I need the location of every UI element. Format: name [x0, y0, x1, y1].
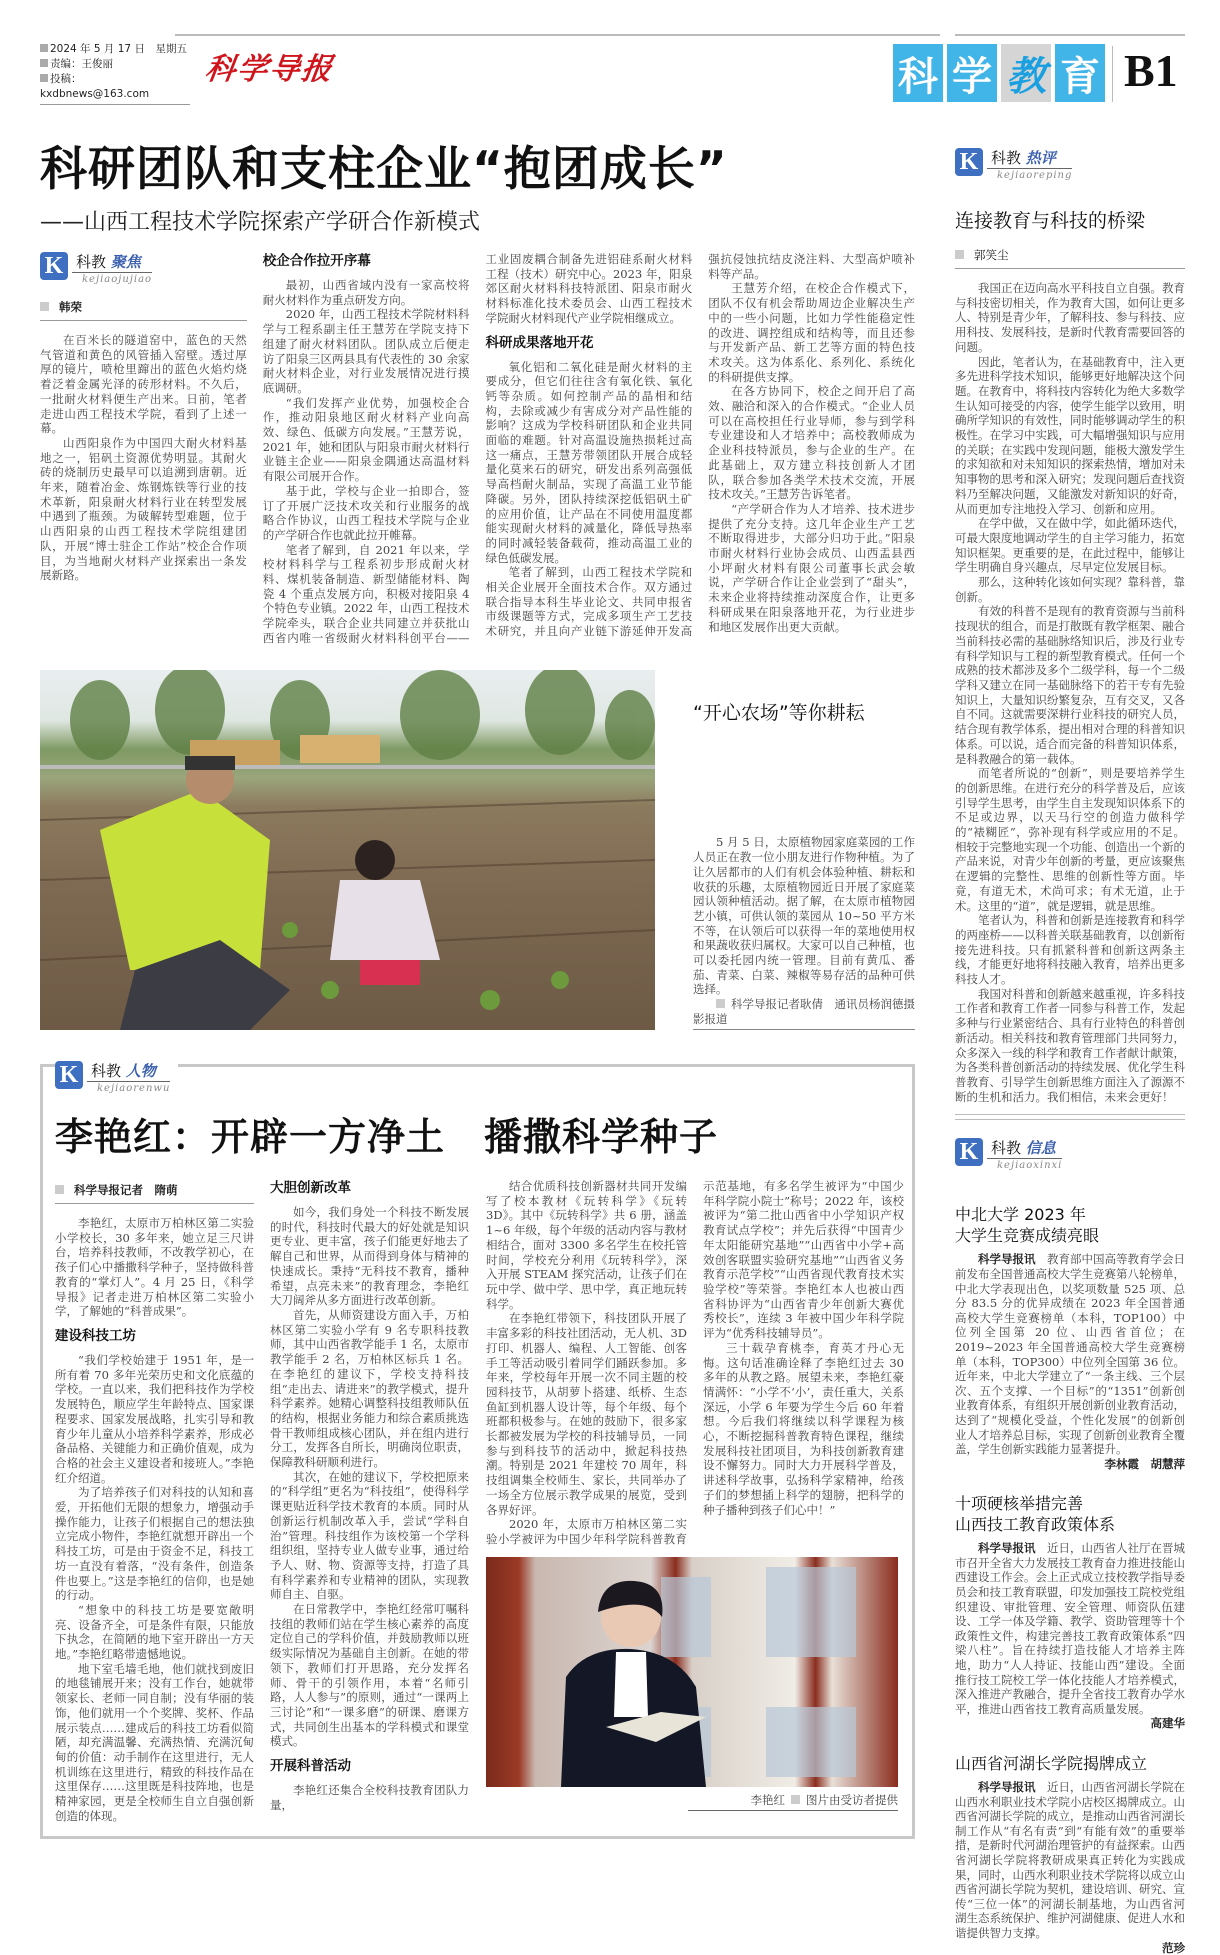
paragraph: 我国对科普和创新越来越重视，许多科技工作者和教育工作者一同参与科普工作，发起多种与行业紧密结合、具有行业特色的科普创新活动。相关科技和教育管理部门共同努力，众多深入一线的科学和教育工作者献计献策，为各类科普创新活动的持续发展、优化学生科普教育、引导学生创新思维方面注入了源源不断的生机和活力。我们相信，未来会更好！ — [955, 986, 1185, 1104]
brief-title: 山西省河湖长学院揭牌成立 — [955, 1754, 1148, 1773]
section-masthead — [893, 44, 1105, 102]
byline — [40, 296, 247, 321]
column-pinyin: kejiaoxinxi — [997, 1160, 1063, 1172]
column-label-b: 人物 — [125, 1062, 156, 1081]
paragraph: 在李艳红带领下，科技团队开展了丰富多彩的科技社团活动，无人机、3D 打印、机器人、编程、人工智能、创客手工等活动吸引着同学们踊跃参加。多年来，学校每年开展一次不同主题的校园科技节，从胡萝卜搭建、纸桥、生态鱼缸到机器人设计等，每个年级、每个班都积极参与。在她的鼓励下，很多家长都被发展为学校的科技辅导员，一同参与到科技节的活动中，掀起科技热潮。特别是 2021 年建校 70 周年，科技组调集全校师生、家长，共同举办了一场全方位展示教学成果的展览，受到各界好评。 — [486, 1311, 687, 1517]
lead-subhead: ——山西工程技术学院探索产学研合作新模式 — [40, 210, 481, 235]
paragraph: 三十载孕育桃李，育英才丹心无悔。这句话准确诠释了李艳红过去 30 多年的从教之路。展望未来，李艳红豪情满怀：“小学不‘小’，责任重大，关系深远，小学 6 年要为学生今后 60 年着想。今后我们将继续以科学课程为核心，不断挖掘科普教育特色课程，继续发展科技社团项目，为科技创新教育建设不懈努力。同时大力开展科学普及，讲述科学故事，弘扬科学家精神，给孩子们的梦想插上科学的翅膀，把科学的种子播种到孩子们心中！” — [703, 1340, 904, 1517]
column-label-b: 信息 — [1025, 1139, 1056, 1158]
commentary — [955, 148, 1185, 1104]
masthead-divider — [1112, 46, 1113, 102]
paragraph: 李艳红，太原市万柏林区第二实验小学校长，30 多年来，她立足三尺讲台，培养科技教师，不改教学初心，在孩子们心中播撒科学种子，坚持做科普教育的“掌灯人”。4 月 25 日，《科学导报》记者走进万柏林区第二实验小学，了解她的“科普成果”。 — [55, 1216, 254, 1319]
profile-box — [40, 1061, 915, 1839]
right-column — [955, 140, 1185, 1955]
masthead-char: 学 — [947, 44, 997, 102]
paragraph: 结合优质科技创新器材共同开发编写了校本教材《玩转科学》《玩转 3D》。其中《玩转科学》共 6 册，涵盖 1~6 年级，每个年级的活动内容与教材相结合，面对 3300 多名学生在校托管时间，学校充分利用《玩转科学》，深入开展 STEAM 探究活动，让孩子们在玩中学、做中学、思中学，真正地玩转科学。 — [486, 1179, 687, 1311]
paragraph: 而笔者所说的“创新”，则是要培养学生的创新思维。在进行充分的科学普及后，应该引导学生思考，由学生自主发现知识体系下的不足或边界，以天马行空的创造力做科学的“裱糊匠”，弥补现有科学或应用的不足。相较于完整地实现一个功能、创造出一个新的产品来说，对青少年创新的考量，更应该聚焦在逻辑的完整性、思维的创新性等方面。毕竟，有道无术，术尚可求；有术无道，止于术。这里的“道”，就是逻辑，就是思维。 — [955, 766, 1185, 913]
column-pinyin: kejiaoreping — [997, 170, 1073, 181]
divider — [955, 1114, 1185, 1115]
issue-date: 2024 年 5 月 17 日 星期五 — [50, 43, 187, 55]
brief-source: 科学导报讯 — [978, 1780, 1036, 1794]
column-label-a: 科教 — [91, 1062, 122, 1081]
byline — [955, 244, 1185, 269]
brief-text: 近日，山西省河湖长学院在山西水利职业技术学院小店校区揭牌成立。山西省河湖长学院的成立，是推动山西省河湖长制工作从“有名有责”到“有能有效”的重要举措，是新时代河湖治理管护的有益探索。山西省河湖长学院将教研成果真正转化为实践成果，同时，山西水利职业技术学院将以成立山西省河湖长学院为契机，建设培训、研究、宣传“三位一体”的河湖长制基地，为山西省河湖生态系统保护、维护河湖健康、促进人水和谐提供智力支撑。 — [955, 1780, 1185, 1940]
paragraph: 笔者了解到，山西工程技术学院和相关企业展开全面技术合作。双方通过联合指导本科生毕业论文、共同申报省市级课题等方式，完成多项生产工艺技术研究，并且向产业链下游延伸开发高强抗侵蚀抗结皮浇注料、大型高炉喷补料等产品。 — [485, 252, 915, 639]
paragraph: 山西阳泉作为中国四大耐火材料基地之一，铝矾土资源优势明显。其耐火砖的烧制历史最早可以追溯到唐朝。近年来，随着冶金、炼钢炼铁等行业的技术革新，阳泉耐火材料行业在转型发展中遇到了瓶颈。为破解转型难题，位于山西阳泉的山西工程技术学院组建团队，开展“博士驻企工作站”校企合作项目，为当地耐火材料产业探索出一条发展新路。 — [40, 435, 247, 583]
paragraph: 首先，从师资建设方面入手，万柏林区第二实验小学有 9 名专职科技教师，其中山西省教学能手 1 名，太原市教学能手 2 名，万柏林区标兵 1 名。在李艳红的建议下，学校支持科技组“走出去、请进来”的教学模式，提升科学素养。她精心调整科技组教师队伍的结构，根据业务能力和综合素质挑选骨干教师组成核心团队，并在组内进行分工，发挥各自所长，明确岗位职责，保障教科研顺利进行。 — [270, 1308, 469, 1470]
paragraph: 其次，在她的建议下，学校把原来的“科学组”更名为“科技组”，使得科学课更贴近科学技术教育的本质。同时从创新运行机制改革入手，尝试“学科自治”管理。科技组作为该校第一个学科组织组，坚持专业人做专业事，通过给予人、财、物、资源等支持，打造了具有科学素养和专业精神的团队，实现教师自主、自驱。 — [270, 1469, 469, 1602]
k-logo-icon: K — [955, 1138, 983, 1166]
credit-text: 科学导报记者耿倩 通讯员杨润德摄影报道 — [693, 997, 915, 1026]
profile-body — [55, 1179, 904, 1823]
brief-source: 科学导报讯 — [978, 1252, 1036, 1267]
paragraph: “产学研合作为人才培养、技术进步提供了充分支持。这几年企业生产工艺不断取得进步，大部分归功于此。”阳泉市耐火材料行业协会成员、山西盂县西小坪耐火材料有限公司董事长武会敏说，产学研合作让企业尝到了“甜头”，未来企业将持续推动深度合作，让更多科研成果在阳泉落地开花，为行业进步和地区发展作出更大贡献。 — [708, 501, 915, 634]
author: 郭笑尘 — [974, 248, 1009, 262]
lead-article-body — [40, 252, 915, 646]
brief-item — [955, 1182, 1185, 1471]
brief-text: 教育部中国高等教育学会日前发布全国普通高校大学生竞赛第八轮榜单，中北大学表现出色，以奖项数量 525 项、总分 83.5 分的优异成绩在 2023 年全国普通高校大学生竞赛榜单（本科，TOP100）中位列全国第 20 位、山西省首位；在 2019~2023 年全国普通高校大学生竞赛榜单（本科，TOP300）中位列全国第 36 位。近年来，中北大学建立了“一条主线、三个层次、五个支撑、一个目标”的“1351”创新创业教育体系，有组织开展创新创业教育活动，达到了“规模化受益，个性化发展”的创新创业人才培养总目标，实现了创新创业教育全覆盖，学生创新实践能力显著提升。 — [955, 1252, 1185, 1457]
profile-body-b — [486, 1179, 904, 1547]
section-heading: 开展科普活动 — [270, 1758, 351, 1775]
paragraph-list — [955, 281, 1185, 1104]
paragraph: 在日常教学中，李艳红经常叮嘱科技组的教师们站在学生核心素养的高度定位自己的学科价值，并鼓励教师以班级实际情况为基础自主创新。在她的带领下，教师们打开思路，充分发挥名师、骨干的引领作用，本着“名师引路，人人参与”的原则，通过“一课两上三讨论”和“一课多磨”的研课、磨课方式，共同创生出基本的学科模式和课堂模式。 — [270, 1602, 469, 1749]
issue-meta — [40, 42, 190, 105]
lead-headline: 科研团队和支柱企业“抱团成长” — [40, 142, 728, 197]
brief-text: 近日，山西省人社厅在晋城市召开全省大力发展技工教育奋力推进技能山西建设工作会。会上正式成立技校教学指导委员会和技工教育联盟，印发加强技工院校党组织建设、审批管理、安全管理、师资队伍建设、工学一体及学籍、教学、资助管理等十个政策性文件，构建完善技工教育政策体系“四梁八柱”。旨在持续打造技能人才培养主阵地，助力“人人持证、技能山西”建设。全面推行技工院校工学一体化技能人才培养模式，深入推进产教融合，提升全省技工教育办学水平，推进山西省技工教育高质量发展。 — [955, 1541, 1185, 1716]
profile-right-part — [486, 1179, 904, 1811]
paragraph: 在学中做，又在做中学，如此循环迭代，可最大限度地调动学生的自主学习能力，拓宽知识框架。更重要的是，在此过程中，能够让学生明确自身兴趣点，尽早定位发展目标。 — [955, 516, 1185, 575]
paragraph: 有效的科普不是现有的教育资源与当前科技现状的组合，而是打散既有教学框架、融合当前科技必需的基础脉络知识后，涉及行业专有科学知识与工程的新型教育模式。任何一个成熟的技术都涉及多个二级学科，每一个二级学科又建立在同一基础脉络下的若干专有先验知识上，大量知识纷繁复杂，互有交叉，又各自不同。这就需要深耕行业科技的研究人员，结合现有教学体系，提出相对合理的科普知识体系。可以说，适合而完备的科普知识体系，是科教融合的第一载体。 — [955, 604, 1185, 766]
column-label-a: 科教 — [76, 253, 107, 271]
section-heading: 大胆创新改革 — [270, 1180, 351, 1197]
paragraph: 在百米长的隧道窑中，蓝色的天然气管道和黄色的风管插入窑壁。透过厚厚的镜片，喷枪里蹿出的蓝色火焰灼烧着泛着金属光泽的砖形材料。不久后，一批耐火材料便生产出来。日前，笔者走进山西工程技术学院，看到了上述一幕。 — [40, 333, 247, 436]
paragraph: 基于此，学校与企业一拍即合，签订了开展广泛技术攻关和行业服务的战略合作协议，山西工程技术学院与企业的产学研合作也就此拉开帷幕。 — [262, 483, 470, 542]
portrait-illustration — [486, 1557, 898, 1787]
brief-body — [955, 1541, 1185, 1731]
column-label — [955, 148, 1185, 192]
paragraph: 地下室毛墙毛地，他们就找到废旧的地毯铺展开来；没有工作台，她就带领家长、老师一同自制；没有华丽的装饰，他们就用一个个奖牌、奖杯、作品展示装点……建成后的科技工坊看似简陋，却充满温馨、充满热情、充满沉甸甸的价值：动手制作在这里进行，无人机训练在这里进行，精致的科技作品在这里保存……这里既是科技阵地，也是精神家园，更是全校师生自立自强创新创造的体现。 — [55, 1661, 254, 1823]
paragraph: 2020 年，太原市万柏林区第二实验小学被评为中国少年科学院科普教育示范基地，有多名学生被评为“中国少年科学院小院士”称号；2022 年，该校被评为“第二批山西省中小学知识产权教育试点学校”；并先后获得“中国青少年太阳能研究基地”“山西省中小学+高效创客联盟实验研究基地”“山西省义务教育示范学校”“山西省现代教育技术实验学校”等荣誉。李艳红本人也被山西省科协评为“山西省青少年创新大赛优秀校长”，连续 3 年被中国少年科学院评为“优秀科技辅导员”。 — [486, 1179, 904, 1546]
right-top-rule — [955, 34, 1185, 36]
byline — [55, 1179, 254, 1204]
brief-title: 中北大学 2023 年 大学生竞赛成绩亮眼 — [955, 1205, 1100, 1246]
paragraph: “想象中的科技工坊是要宽敞明亮、设备齐全，可是条件有限，只能放下执念，在简陋的地下室开辟出一方天地。”李艳红略带遗憾地说。 — [55, 1602, 254, 1662]
brief-item — [955, 1731, 1185, 1955]
brief-title: 十项硬核举措完善 山西技工教育政策体系 — [955, 1494, 1116, 1535]
left-area — [40, 140, 915, 1839]
paragraph: 那么，这种转化该如何实现？靠科普，靠创新。 — [955, 575, 1185, 604]
author: 科学导报记者 隋萌 — [74, 1183, 178, 1198]
commentary-title: 连接教育与科技的桥梁 — [955, 210, 1146, 232]
brief-author: 高建华 — [1150, 1716, 1185, 1731]
paragraph: 笔者了解到，自 2021 年以来，学校材料科学与工程系初步形成耐火材料、煤机装备制造、新型储能材料、陶瓷 4 个重点发展方向，积极对接阳泉 4 个特色专业镇。2022 年，山西工程技术学院牵头，联合企业共同建立并获批山西省内唯一省级耐火材料科创平台——工业固废耦合制备先进铝硅系耐火材料工程（技术）研究中心。2023 年，阳泉郊区耐火材料科技特派团、阳泉市耐火材料标准化技术委员会、山西工程技术学院耐火材料现代产业学院相继成立。 — [262, 252, 693, 645]
paragraph: “我们学校始建于 1951 年，是一所有着 70 多年光荣历史和文化底蕴的学校。一直以来，我们把科技作为学校发展特色，顺应学生年龄特点、国家课程要求、国家发展战略，扎实引导和教育少年儿童从小培养科学素养，形成必备品格、关键能力和正确价值观，成为合格的社会主义建设者和接班人。”李艳红介绍道。 — [55, 1353, 254, 1485]
brief-author: 范珍 — [1162, 1940, 1185, 1955]
column-label-b: 热评 — [1025, 149, 1056, 167]
column-label — [55, 1061, 178, 1105]
caption-name: 李艳红 — [750, 1792, 785, 1807]
paragraph: 因此，笔者认为，在基础教育中，注入更多先进科学技术知识，能够更好地解决这个问题。在教育中，将科技内容转化为绝大多数学生认知可接受的内容，使学生能学以致用，明确所学知识的有效性，同时能够调动学生的积极性。在学习中实践，可大幅增强知识与应用的关联；在实践中发现问题，能极大激发学生的求知欲和对未知知识的探索热情，增加对未知事物的思考和深入研究；发现问题后查找资料乃至解决问题，又能激发对新知识的好奇，从而更加专注地投入学习、创新和应用。 — [955, 354, 1185, 516]
newspaper-logo: 科学导报 — [203, 52, 336, 87]
paragraph-list — [486, 1179, 904, 1547]
page-body — [40, 140, 1185, 1955]
paragraph-list — [55, 1179, 469, 1823]
issue-editor: 责编：王俊丽 — [50, 58, 113, 70]
section-heading: 校企合作拉开序幕 — [262, 253, 371, 269]
photo-feature-caption — [693, 835, 915, 1029]
column-label — [955, 1138, 1185, 1182]
k-logo-icon: K — [955, 148, 983, 176]
photo-feature — [40, 670, 915, 1030]
header-rule — [175, 34, 940, 36]
submission-email[interactable]: 投稿：kxdbnews@163.com — [40, 73, 150, 100]
farm-photo-illustration — [40, 670, 655, 1030]
paragraph: 王慧芳介绍，在校企合作模式下，团队不仅有机会帮助周边企业解决生产中的一些小问题，比如力学性能稳定性的改进、调控组成和结构等，而且还参与开发新产品、新工艺等方面的特色技术攻关。这为体系化、系列化、系统化的科研提供支撑。 — [708, 281, 915, 384]
author: 韩荣 — [59, 300, 82, 314]
photo-credit — [693, 997, 915, 1029]
column-label — [40, 252, 247, 296]
paragraph: 最初，山西省域内没有一家高校将耐火材料作为重点研发方向。 — [262, 278, 470, 307]
k-logo-icon: K — [55, 1061, 83, 1089]
brief-item — [955, 1471, 1185, 1731]
paragraph: 氧化铝和二氧化硅是耐火材料的主要成分，但它们往往含有氧化铁、氧化钙等杂质。如何控制产品的晶相和结构，去除或减少有害成分对产品性能的影响？这成为学校科研团队和企业共同面临的难题。针对高温设施热损耗过高这一痛点，王慧芳带领团队开展合成轻量化莫来石的研究，研发出系列高强低导高档耐火制品，实现了高温工业节能降碳。另外，团队持续深挖低铝矾土矿的应用价值，让产品在不同使用温度都能实现耐火材料的减量化，降低导热率的同时减轻装备载荷，推动高温工业的绿色低碳发展。 — [485, 359, 693, 565]
caption-text: 5 月 5 日，太原植物园家庭菜园的工作人员正在教一位小朋友进行作物种植。为了让久居都市的人们有机会体验种植、耕耘和收获的乐趣，太原植物园近日开展了家庭菜园认领种植活动。据了解，在太原市植物园艺小镇，可供认领的菜园从 10~50 平方米不等，在认领后可以获得一年的菜地使用权和果蔬收获归属权。大家可以自己种植，也可以委托园内统一管理。目前有黄瓜、番茄、青菜、白菜、辣椒等易存活的品种可供选择。 — [693, 835, 915, 997]
column-pinyin: kejiaojujiao — [82, 274, 153, 285]
portrait-photo — [486, 1557, 898, 1787]
column-label-b: 聚焦 — [110, 253, 141, 271]
paragraph: 如今，我们身处一个科技不断发展的时代，科技时代最大的好处就是知识更专业、更丰富，孩子们能更好地去了解自己和世界，从而得到身体与精神的快速成长。秉持“无科技不教育，播种希望，点亮未来”的教育理念，李艳红大刀阔斧从多方面进行改革创新。 — [270, 1205, 469, 1308]
portrait-caption — [688, 1793, 898, 1811]
caption-credit: 图片由受访者提供 — [806, 1792, 898, 1807]
masthead-char: 科 — [893, 44, 943, 102]
photo-feature-title: “开心农场”等你耕耘 — [693, 701, 865, 724]
masthead-char: 教 — [1001, 44, 1051, 102]
brief-author: 李林霞 胡慧萍 — [1104, 1456, 1185, 1471]
paragraph: 我国正在迈向高水平科技自立自强。教育与科技密切相关，作为教育大国，如何让更多人、特别是青少年，了解科技、参与科技、应用科技、发展科技，是新时代教育需要回答的问题。 — [955, 281, 1185, 354]
paragraph: 在各方协同下，校企之间开启了高效、融洽和深入的合作模式。“企业人员可以在高校担任行业导师，参与到学科专业建设和人才培养中；高校教师成为企业科技特派员，参与企业的生产。在此基础上，双方建立科技创新人才团队，联合参加各类学术技术交流，开展技术攻关。”王慧芳告诉笔者。 — [708, 384, 915, 502]
page-number: B1 — [1124, 45, 1178, 96]
column-pinyin: kejiaorenwu — [97, 1083, 171, 1095]
section-heading: 科研成果落地开花 — [485, 334, 594, 351]
profile-headline: 李艳红：开辟一方净土 播撒科学种子 — [55, 1115, 719, 1160]
column-label-a: 科教 — [991, 1139, 1022, 1158]
section-heading: 建设科技工坊 — [55, 1328, 136, 1344]
k-logo-icon: K — [40, 252, 68, 280]
paragraph: 2020 年，山西工程技术学院材料科学与工程系副主任王慧芳在学院支持下组建了耐火材料团队。团队成立后便走访了阳泉三区两县具有代表性的 30 余家耐火材料企业，对行业发展情况进行摸底调研。 — [262, 307, 470, 395]
brief-body — [955, 1780, 1185, 1955]
paragraph: “我们发挥产业优势，加强校企合作，推动阳泉地区耐火材料产业向高效、绿色、低碳方向发展。”王慧芳说，2021 年，她和团队与阳泉市耐火材料行业链主企业——阳泉金隅通达高温材料有限公司展开合作。 — [262, 395, 470, 484]
news-briefs — [955, 1138, 1185, 1955]
paragraph: 李艳红还集合全校科技教育团队力量， — [270, 1783, 469, 1812]
paragraph: 笔者认为，科普和创新是连接教育和科学的两座桥——以科普关联基础教育，以创新衔接先进科技。只有抓紧科普和创新这两条主线，才能更好地将科技融入教育，培养出更多科技人才。 — [955, 913, 1185, 987]
brief-source: 科学导报讯 — [978, 1541, 1036, 1556]
profile-body-a — [55, 1179, 469, 1823]
paragraph: 为了培养孩子们对科技的认知和喜爱，开拓他们无限的想象力，增强动手操作能力，让孩子们根据自己的想法独立完成小物件，李艳红就想开辟出一个科技工坊，可是由于资金不足，科技工坊一直没有着落，“没有条件，创造条件也要上。”这是李艳红的信仰，也是她的行动。 — [55, 1485, 254, 1603]
brief-body — [955, 1252, 1185, 1471]
masthead-char: 育 — [1055, 44, 1105, 102]
column-label-a: 科教 — [991, 149, 1022, 167]
farm-photo — [40, 670, 655, 1030]
divider — [955, 1119, 1185, 1120]
photo-feature-text — [693, 670, 915, 1030]
